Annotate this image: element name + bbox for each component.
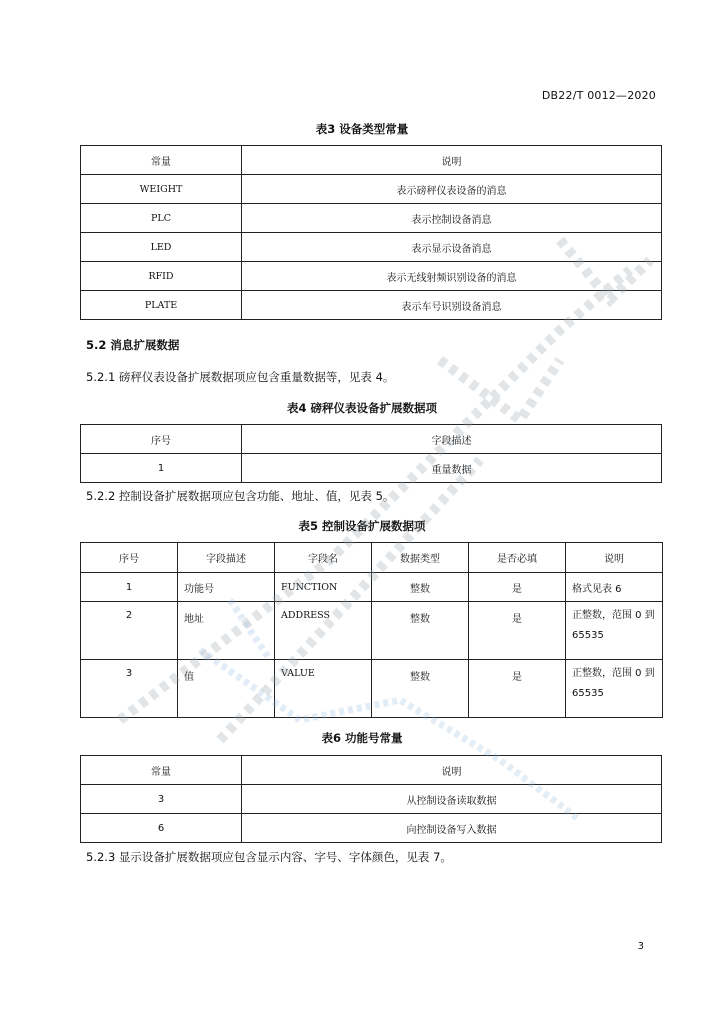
- header-cell: 常量: [81, 146, 242, 175]
- table-row: [81, 291, 662, 320]
- table-cell: WEIGHT: [81, 175, 242, 204]
- table-cell: 从控制设备读取数据: [242, 785, 662, 814]
- table4-caption: 表4 磅秤仪表设备扩展数据项: [286, 401, 437, 415]
- table-cell: 正整数，范围 0 到 65535: [566, 660, 663, 718]
- table-cell: 表示无线射频识别设备的消息: [242, 262, 662, 291]
- header-cell: 常量: [81, 756, 242, 785]
- table-cell: 6: [81, 814, 242, 843]
- paragraph-5-2-1: 5.2.1 磅秤仪表设备扩展数据项应包含重量数据等，见表 4。: [86, 370, 395, 384]
- paragraph-5-2-2: 5.2.2 控制设备扩展数据项应包含功能、地址、值，见表 5。: [86, 489, 395, 503]
- table-cell: PLATE: [81, 291, 242, 320]
- table-header-row: [81, 543, 663, 573]
- table-row: [81, 204, 662, 233]
- header-cell: 说明: [566, 543, 663, 573]
- table-cell: 3: [81, 785, 242, 814]
- header-cell: 字段描述: [178, 543, 275, 573]
- table-cell: FUNCTION: [275, 573, 372, 602]
- table-cell: 整数: [372, 660, 469, 718]
- table-row: [81, 785, 662, 814]
- table-cell: PLC: [81, 204, 242, 233]
- table-cell: 功能号: [178, 573, 275, 602]
- table-cell: 正整数，范围 0 到 65535: [566, 602, 663, 660]
- table-header-row: [81, 146, 662, 175]
- table-cell: 3: [81, 660, 178, 718]
- table-row: [81, 573, 663, 602]
- table-cell: LED: [81, 233, 242, 262]
- table-cell: 是: [469, 660, 566, 718]
- table-cell: 整数: [372, 602, 469, 660]
- table-cell: 值: [178, 660, 275, 718]
- standard-id: DB22/T 0012—2020: [541, 89, 656, 102]
- table6: [80, 755, 662, 843]
- table-cell: 表示车号识别设备消息: [242, 291, 662, 320]
- table-cell: 是: [469, 602, 566, 660]
- table-cell: 向控制设备写入数据: [242, 814, 662, 843]
- header-cell: 说明: [242, 146, 662, 175]
- table5: [80, 542, 663, 718]
- table-row: [81, 660, 663, 718]
- table6-caption: 表6 功能号常量: [321, 731, 403, 745]
- table-cell: 整数: [372, 573, 469, 602]
- header-cell: 序号: [81, 425, 242, 454]
- table5-caption: 表5 控制设备扩展数据项: [298, 519, 426, 533]
- table-row: [81, 262, 662, 291]
- table-row: [81, 233, 662, 262]
- table-cell: 2: [81, 602, 178, 660]
- table3: [80, 145, 662, 320]
- table4: [80, 424, 662, 483]
- table-cell: 格式见表 6: [566, 573, 663, 602]
- table-cell: 表示显示设备消息: [242, 233, 662, 262]
- table-cell: 表示磅秤仪表设备的消息: [242, 175, 662, 204]
- header-cell: 数据类型: [372, 543, 469, 573]
- table-row: [81, 454, 662, 483]
- table-row: [81, 602, 663, 660]
- header-cell: 说明: [242, 756, 662, 785]
- header-cell: 字段描述: [242, 425, 662, 454]
- table-cell: 是: [469, 573, 566, 602]
- table-cell: 1: [81, 454, 242, 483]
- page-number: 3: [637, 941, 644, 952]
- table-header-row: [81, 756, 662, 785]
- section-title-5-2: 5.2 消息扩展数据: [86, 338, 180, 352]
- table-header-row: [81, 425, 662, 454]
- table-row: [81, 814, 662, 843]
- table3-caption: 表3 设备类型常量: [315, 122, 409, 136]
- table-row: [81, 175, 662, 204]
- header-cell: 字段名: [275, 543, 372, 573]
- table-cell: ADDRESS: [275, 602, 372, 660]
- table-cell: 表示控制设备消息: [242, 204, 662, 233]
- table-cell: 重量数据: [242, 454, 662, 483]
- paragraph-5-2-3: 5.2.3 显示设备扩展数据项应包含显示内容、字号、字体颜色，见表 7。: [86, 850, 452, 864]
- table-cell: RFID: [81, 262, 242, 291]
- table-cell: 地址: [178, 602, 275, 660]
- table-cell: VALUE: [275, 660, 372, 718]
- header-cell: 序号: [81, 543, 178, 573]
- table-cell: 1: [81, 573, 178, 602]
- header-cell: 是否必填: [469, 543, 566, 573]
